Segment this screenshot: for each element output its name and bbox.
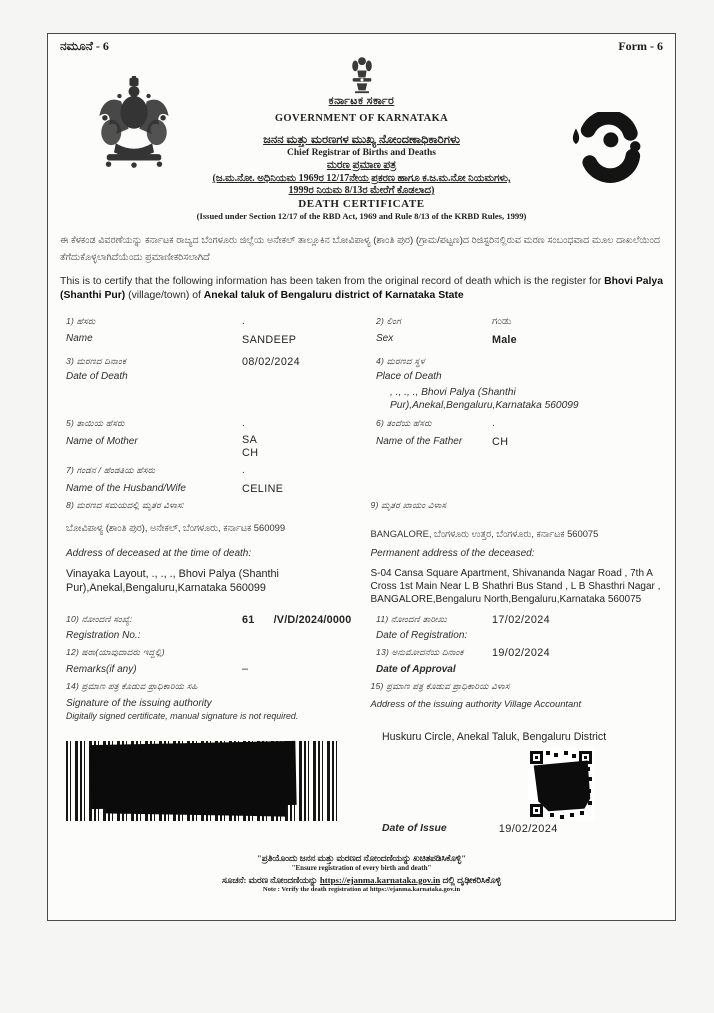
digital-signature-note: Digitally signed certificate, manual signature is not required. <box>66 710 299 721</box>
verification-qr-code <box>528 747 594 826</box>
father-label-kannada: 6) ತಂದೆಯ ಹೆಸರು <box>376 418 432 429</box>
date-of-issue-value: 19/02/2024 <box>498 822 558 835</box>
date-of-death-label-english: Date of Death <box>66 370 128 382</box>
permanent-address-label-kannada: 9) ಮೃತರ ಖಾಯಂ ವಿಳಾಸ <box>370 500 447 511</box>
place-of-death-label-english: Place of Death <box>376 370 442 382</box>
field-row-spouse <box>60 465 663 496</box>
name-value: SANDEEP <box>242 333 297 346</box>
registration-date-label-kannada: 11) ನೋಂದಣಿ ತಾರೀಖು <box>376 614 447 625</box>
act-reference-english: (Issued under Section 12/17 of the RBD Act, 1969 and Rule 8/13 of the KRBD Rules, 1999) <box>196 211 527 221</box>
footer-verify-suffix: ದಲ್ಲಿ ದೃಢೀಕರಿಸಿಕೊಳ್ಳಿ <box>440 874 501 885</box>
footer-verify-kannada <box>60 875 663 886</box>
footer-verify-prefix: ಸೂಚನೆ: ಮರಣ ನೋಂದಣಿಯನ್ನು <box>222 874 320 885</box>
remarks-label-kannada: 12) ಷರಾ(ಯಾವುದಾದರು ಇದ್ದಲ್ಲಿ) <box>66 646 165 657</box>
name-label-kannada: 1) ಹೆಸರು <box>66 315 96 326</box>
certify-district: Anekal taluk of Bengaluru district of Karnataka State <box>203 289 464 301</box>
father-label-english: Name of the Father <box>376 435 463 447</box>
form-number-kannada: ನಮೂನೆ - 6 <box>60 39 109 53</box>
father-value: CH <box>492 436 509 449</box>
place-of-death-label-kannada: 4) ಮರಣದ ಸ್ಥಳ <box>376 355 425 366</box>
footer-verify-english: Note : Verify the death registration at https://ejanma.karnataka.gov.in <box>262 885 461 893</box>
field-row-name-sex <box>60 316 663 347</box>
place-of-death-value: , ., ., ., Bhovi Palya (Shanthi Pur),Anekal,Bengaluru,Karnataka 560099 <box>390 386 579 411</box>
sex-value-kannada: ಗಂಡು <box>492 315 512 327</box>
father-value-kannada: . <box>492 418 495 430</box>
permanent-address-label-english: Permanent address of the deceased: <box>370 548 535 560</box>
approval-date-label-english: Date of Approval <box>376 663 456 675</box>
death-certificate <box>47 33 676 921</box>
footer-slogan-kannada: "ಪ್ರತಿಯೊಂದು ಜನನ ಮತ್ತು ಮರಣದ ನೋಂದಣಿಯನ್ನು ಖಚಿತಪಡಿಸಿಕೊಳ್ಳಿ" <box>256 852 467 863</box>
date-of-death-value: 08/02/2024 <box>242 355 301 368</box>
mother-label-kannada: 5) ತಾಯಿಯ ಹೆಸರು <box>66 418 125 429</box>
authority-address-label-kannada: 15) ಪ್ರಮಾಣ ಪತ್ರ ಕೊಡುವ ಪ್ರಾಧಿಕಾರಿಯ ವಿಳಾಸ <box>370 680 510 691</box>
sex-label-english: Sex <box>376 332 394 344</box>
government-title-english: GOVERNMENT OF KARNATAKA <box>274 113 449 124</box>
death-address-value-kannada: ಬೋವಿಪಾಳ್ಯ (ಶಾಂತಿ ಪುರ), ಅನೇಕಲ್, ಬೆಂಗಳೂರು, ಕರ್ನಾಟಕ 560099 <box>66 522 286 534</box>
spouse-value-kannada: . <box>242 465 245 477</box>
registration-no-label-kannada: 10) ನೋಂದಣಿ ಸಂಖ್ಯೆ: <box>66 614 133 625</box>
certificate-title-english: DEATH CERTIFICATE <box>298 198 425 210</box>
field-row-signature-authority <box>60 681 663 721</box>
certificate-footer <box>60 853 663 894</box>
spouse-label-kannada: 7) ಗಂಡನ / ಹೆಂಡತಿಯ ಹೆಸರು <box>66 465 156 476</box>
field-row-death-date-place <box>60 356 663 413</box>
registration-date-label-english: Date of Registration: <box>376 629 468 641</box>
authority-address-value: Huskuru Circle, Anekal Taluk, Bengaluru District <box>382 730 607 743</box>
form-number-english: Form - 6 <box>618 39 663 53</box>
mother-value-line1: SA <box>242 434 258 447</box>
spouse-value: CELINE <box>242 483 284 496</box>
death-address-label-kannada: 8) ಮರಣದ ಸಮಯದಲ್ಲಿ ಮೃತರ ವಿಳಾಸ: <box>66 500 185 511</box>
certificate-header <box>60 54 663 221</box>
certify-text: This is to certify that the following information has been taken from the original record of death which is the register for <box>60 275 605 287</box>
sex-value: Male <box>492 333 517 346</box>
permanent-address-value-kannada: BANGALORE, ಬೆಂಗಳೂರು ಉತ್ತರ, ಬೆಂಗಳೂರು, ಕರ್ನಾಟಕ 560075 <box>370 528 599 540</box>
date-of-death-label-kannada: 3) ಮರಣದ ದಿನಾಂಕ <box>66 355 127 366</box>
approval-date-value: 19/02/2024 <box>492 646 551 659</box>
certificate-title-kannada: ಮರಣ ಪ್ರಮಾಣ ಪತ್ರ <box>326 160 397 171</box>
government-title-kannada: ಕರ್ನಾಟಕ ಸರ್ಕಾರ <box>328 95 395 107</box>
national-emblem-icon <box>348 54 376 94</box>
act-reference-kannada-line1: (ಜ.ಮ.ನೋ. ಅಧಿನಿಯಮ 1969ರ 12/17ನೇಯ ಪ್ರಕರಣ ಹಾಗೂ ಕ.ಜ.ಮ.ನೋ ನಿಯಮಗಳು, <box>212 173 511 184</box>
mother-label-english: Name of Mother <box>66 435 138 447</box>
codes-section <box>60 731 663 839</box>
sex-label-kannada: 2) ಲಿಂಗ <box>376 315 401 326</box>
signature-label-english: Signature of the issuing authority <box>66 697 212 709</box>
date-of-issue-label: Date of Issue <box>382 822 447 834</box>
certification-statement-english <box>60 275 663 303</box>
registrar-title-kannada: ಜನನ ಮತ್ತು ಮರಣಗಳ ಮುಖ್ಯ ನೋಂದಣಾಧಿಕಾರಿಗಳು <box>263 134 460 146</box>
field-row-parents <box>60 418 663 459</box>
registration-no-value: 61 /V/D/2024/0000 <box>242 614 352 627</box>
death-address-value: Vinayaka Layout, ., ., ., Bhovi Palya (Shanthi Pur),Anekal,Bengaluru,Karnataka 560099 <box>66 568 279 595</box>
certify-place: Bhovi Palya (Shanthi Pur) <box>60 275 663 301</box>
name-value-kannada: . <box>242 315 245 327</box>
registrar-title-english: Chief Registrar of Births and Deaths <box>287 148 436 158</box>
spouse-label-english: Name of the Husband/Wife <box>66 482 186 494</box>
name-label-english: Name <box>66 332 93 344</box>
mother-value-line2: CH <box>242 446 259 459</box>
act-reference-kannada-line2: 1999ರ ನಿಯಮ 8/13ರ ಮೇರೆಗೆ ಕೊಡಲಾದ) <box>288 185 435 196</box>
certification-statement-kannada: ಈ ಕೆಳಕಂಡ ವಿವರಣೆಯನ್ನು ಕರ್ನಾಟಕ ರಾಜ್ಯದ ಬೆಂಗಳೂರು ಜಿಲ್ಲೆಯ ಅನೇಕಲ್ ತಾಲ್ಲೂಕಿನ ಬೋವಿಪಾಳ್ಯ (ಶಾಂತಿ ಪುರ) (ಗ್ರಾಮ/ಪಟ್ಟಣ)ದ ರಿಜಿಸ್ಟರಿನಲ್ಲಿರುವ ಮರಣ ಸಂಬಂಧವಾದ ಮೂಲ ದಾಖಲೆಯಿಂದ ತೆಗೆದುಕೊಳ್ಳಲಾಗಿದೆಯೆಂದು ಪ್ರಮಾಣೀಕರಿಸಲಾಗಿದೆ <box>60 235 661 263</box>
mother-value <box>242 434 376 459</box>
approval-date-label-kannada: 13) ಅನುಮೋದನೆಯ ದಿನಾಂಕ <box>376 646 464 657</box>
registration-no-label-english: Registration No.: <box>66 629 141 641</box>
death-address-label-english: Address of deceased at the time of death: <box>66 548 252 560</box>
footer-verify-url: https://ejanma.karnataka.gov.in <box>319 874 441 885</box>
barcode-redaction-2 <box>106 779 287 816</box>
field-row-addresses <box>60 500 663 606</box>
remarks-value: – <box>242 662 249 675</box>
signature-barcode <box>66 741 338 821</box>
footer-slogan-english: "Ensure registration of every birth and death" <box>291 863 432 872</box>
form-number-row <box>60 39 663 54</box>
certify-mid: (village/town) of <box>125 289 204 301</box>
karnataka-state-emblem-icon <box>88 76 180 181</box>
permanent-address-value: S-04 Cansa Square Apartment, Shivananda Nagar Road , 7th A Cross 1st Main Near L B Shathri Bus Stand , L B Shasthri Nagar , BANGALORE,Bengaluru North,Bengaluru,Karnataka 560075 <box>370 568 661 606</box>
field-row-registration <box>60 614 663 641</box>
authority-address-label-english: Address of the issuing authority Village Accountant <box>370 697 582 709</box>
field-row-remarks-approval <box>60 647 663 676</box>
signature-label-kannada: 14) ಪ್ರಮಾಣ ಪತ್ರ ಕೊಡುವ ಪ್ರಾಧಿಕಾರಿಯ ಸಹಿ <box>66 680 198 691</box>
ejanma-logo-icon <box>567 112 645 189</box>
remarks-label-english: Remarks(if any) <box>66 663 137 675</box>
date-of-issue-row <box>382 823 558 835</box>
registration-date-value: 17/02/2024 <box>492 614 551 627</box>
mother-value-kannada: . <box>242 418 245 430</box>
